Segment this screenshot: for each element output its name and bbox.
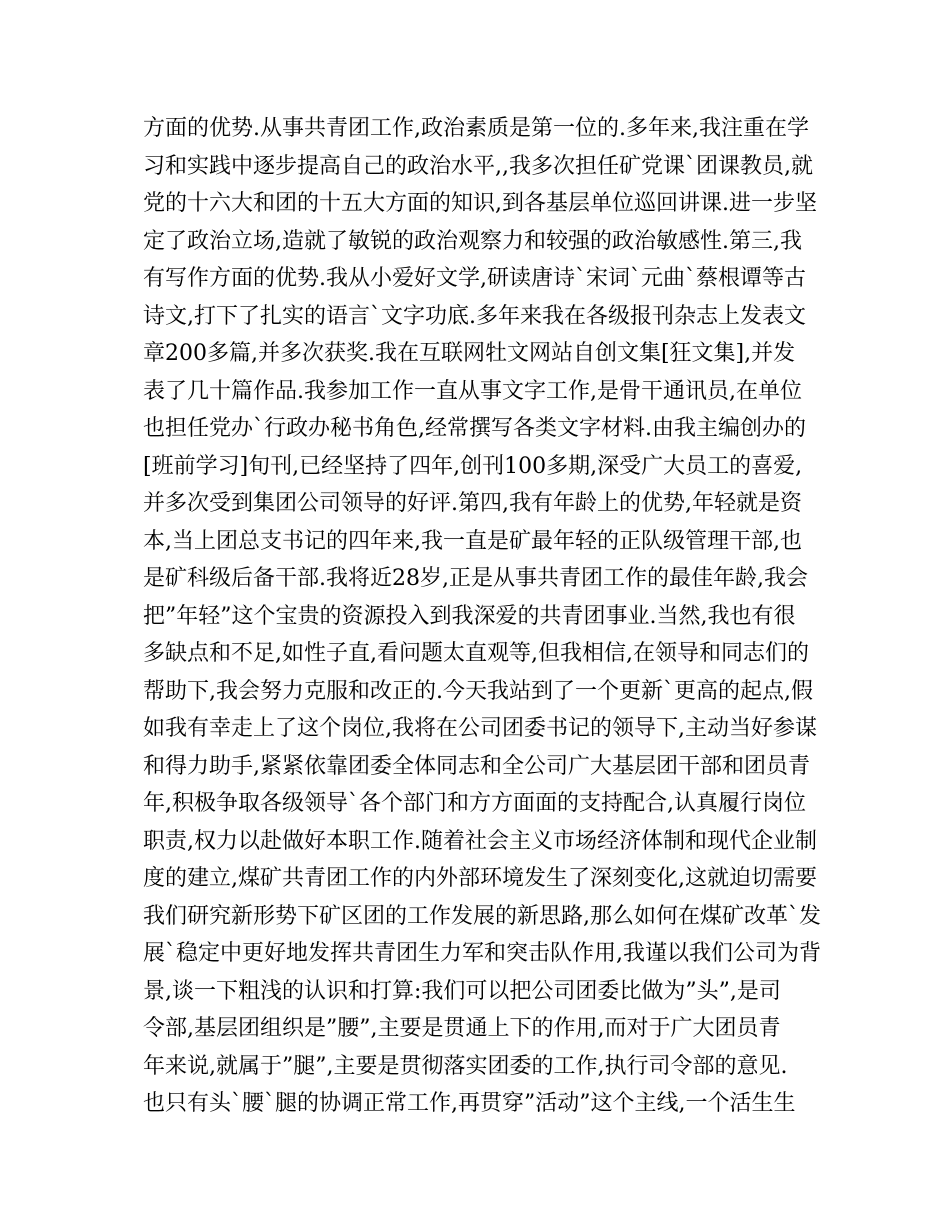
- text-line: 度的建立,煤矿共青团工作的内外部环境发生了深刻变化,这就迫切需要: [143, 866, 817, 891]
- body-text: [143, 110, 823, 1123]
- text-line: 表了几十篇作品.我参加工作一直从事文字工作,是骨干通讯员,在单位: [143, 378, 802, 404]
- text-line: 景,谈一下粗浅的认识和打算:我们可以把公司团委比做为”头”,是司: [143, 978, 781, 1004]
- text-line: 和得力助手,紧紧依靠团委全体同志和全公司广大基层团干部和团员青: [143, 753, 810, 779]
- text-line: 我们研究新形势下矿区团的工作发展的新思路,那么如何在煤矿改革`发: [143, 903, 821, 929]
- text-line: 党的十六大和团的十五大方面的知识,到各基层单位巡回讲课.进一步坚: [143, 191, 817, 216]
- text-line: [班前学习]旬刊,已经坚持了四年,创刊100多期,深受广大员工的喜爱,: [143, 453, 803, 479]
- text-line: 多缺点和不足,如性子直,看问题太直观等,但我相信,在领导和同志们的: [143, 641, 809, 666]
- text-line: 展`稳定中更好地发挥共青团生力军和突击队作用,我谨以我们公司为背: [143, 941, 821, 966]
- text-line: 并多次受到集团公司领导的好评.第四,我有年龄上的优势,年轻就是资: [143, 491, 802, 516]
- text-line: 令部,基层团组织是”腰”,主要是贯通上下的作用,而对于广大团员青: [143, 1016, 781, 1041]
- text-line: 年来说,就属于”腿”,主要是贯彻落实团委的工作,执行司令部的意见.: [143, 1053, 788, 1079]
- text-line: 也担任党办`行政办秘书角色,经常撰写各类文字材料.由我主编创办的: [143, 416, 806, 441]
- text-line: 诗文,打下了扎实的语言`文字功底.多年来我在各级报刊杂志上发表文: [143, 303, 806, 329]
- text-line: 也只有头`腰`腿的协调正常工作,再贯穿”活动”这个主线,一个活生生: [143, 1091, 796, 1116]
- text-line: 定了政治立场,造就了敏锐的政治观察力和较强的政治敏感性.第三,我: [143, 228, 802, 254]
- text-line: 方面的优势.从事共青团工作,政治素质是第一位的.多年来,我注重在学: [143, 116, 809, 141]
- text-line: 章200多篇,并多次获奖.我在互联网牡文网站自创文集[狂文集],并发: [143, 341, 796, 366]
- text-line: 把”年轻”这个宝贵的资源投入到我深爱的共青团事业.当然,我也有很: [143, 603, 796, 629]
- text-line: 有写作方面的优势.我从小爱好文学,研读唐诗`宋词`元曲`蔡根谭等古: [143, 266, 806, 291]
- text-line: 本,当上团总支书记的四年来,我一直是矿最年轻的正队级管理干部,也: [143, 528, 802, 554]
- text-line: 习和实践中逐步提高自己的政治水平,,我多次担任矿党课`团课教员,就: [143, 153, 813, 179]
- text-line: 职责,权力以赴做好本职工作.随着社会主义市场经济体制和现代企业制: [143, 828, 817, 854]
- text-line: 如我有幸走上了这个岗位,我将在公司团委书记的领导下,主动当好参谋: [143, 716, 817, 741]
- text-line: 帮助下,我会努力克服和改正的.今天我站到了一个更新`更高的起点,假: [143, 678, 813, 704]
- text-line: 年,积极争取各级领导`各个部门和方方面面的支持配合,认真履行岗位: [143, 791, 806, 816]
- text-line: 是矿科级后备干部.我将近28岁,正是从事共青团工作的最佳年龄,我会: [143, 566, 808, 591]
